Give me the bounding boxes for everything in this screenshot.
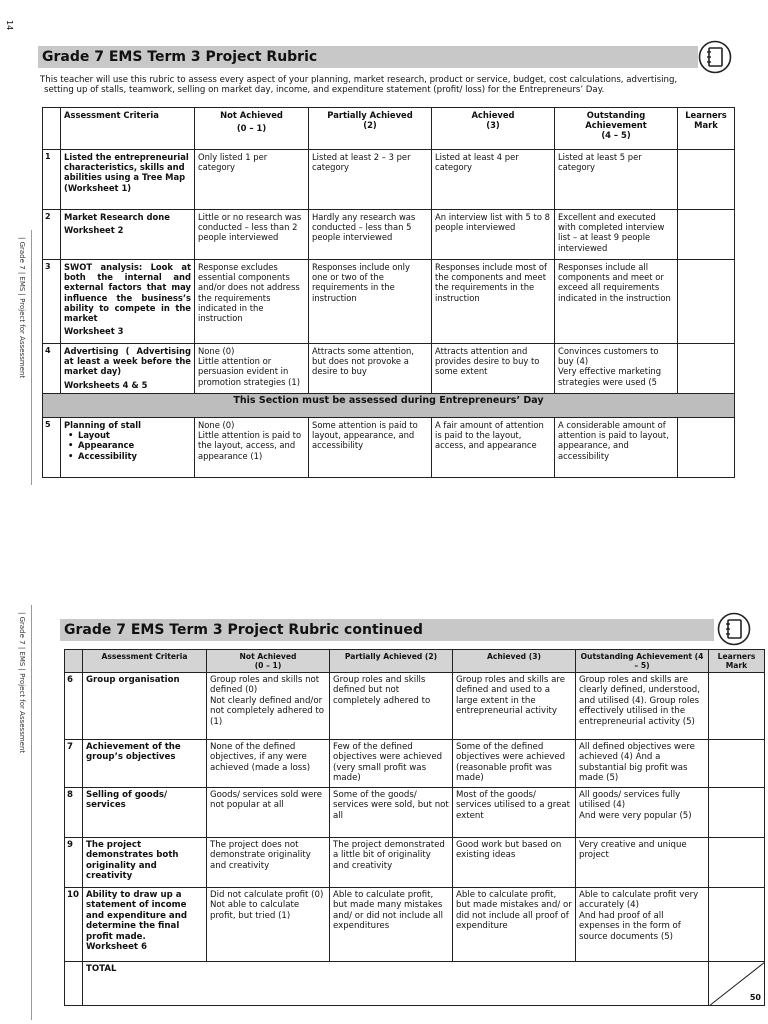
side-label-top: | Grade 7 | EMS | Project for Assessment — [18, 237, 26, 379]
rubric-title-bar-continued — [60, 619, 714, 641]
section-row — [43, 394, 735, 418]
row-criteria: Group organisation — [83, 673, 207, 740]
row-partially: Listed at least 2 – 3 per category — [309, 150, 432, 210]
row-number: 6 — [65, 673, 83, 740]
row-learners-mark[interactable] — [678, 260, 735, 344]
row-learners-mark[interactable] — [709, 788, 765, 838]
row-partially: Few of the defined objectives were achieved (very small profit was made) — [330, 740, 453, 788]
row-learners-mark[interactable] — [709, 740, 765, 788]
total-row — [65, 962, 765, 1006]
row-achieved: Most of the goods/ services utilised to a great extent — [453, 788, 576, 838]
row-outstanding: Group roles and skills are clearly defined, understood, and utilised (4). Group roles effectively utilised in the entrepreneurial activity (5) — [576, 673, 709, 740]
row-achieved: Some of the defined objectives were achieved (reasonable profit was made) — [453, 740, 576, 788]
row-number: 9 — [65, 838, 83, 888]
table-row — [43, 418, 735, 478]
row-criteria: Ability to draw up a statement of income and expenditure and determine the final profit made. Worksheet 6 — [83, 888, 207, 962]
rubric-intro — [40, 75, 740, 95]
header-num — [65, 650, 83, 673]
row-achieved: Good work but based on existing ideas — [453, 838, 576, 888]
row-number: 3 — [43, 260, 61, 344]
header-not-achieved: Not Achieved (0 – 1) — [195, 108, 309, 150]
row-outstanding: Convinces customers to buy (4) Very effective marketing strategies were used (5 — [555, 344, 678, 394]
table-row — [43, 344, 735, 394]
row-criteria: Advertising ( Advertising at least a week before the market day) Worksheets 4 & 5 — [61, 344, 195, 394]
header-outstanding: Outstanding Achievement (4 – 5) — [576, 650, 709, 673]
row-partially: Responses include only one or two of the requirements in the instruction — [309, 260, 432, 344]
row-not-achieved: Little or no research was conducted – less than 2 people interviewed — [195, 210, 309, 260]
row-partially: Attracts some attention, but does not provoke a desire to buy — [309, 344, 432, 394]
row-not-achieved: None of the defined objectives, if any were achieved (made a loss) — [207, 740, 330, 788]
row-number: 5 — [43, 418, 61, 478]
bullet-item: • Appearance — [78, 440, 191, 450]
table-row — [65, 673, 765, 740]
row-number: 2 — [43, 210, 61, 260]
row-criteria: Market Research done Worksheet 2 — [61, 210, 195, 260]
row-outstanding: Very creative and unique project — [576, 838, 709, 888]
total-label: TOTAL — [83, 962, 709, 1006]
table-row — [65, 788, 765, 838]
notebook-icon — [717, 612, 751, 646]
row-achieved: Listed at least 4 per category — [432, 150, 555, 210]
header-learners-mark: Learners Mark — [709, 650, 765, 673]
header-criteria: Assessment Criteria — [61, 108, 195, 150]
row-learners-mark[interactable] — [678, 150, 735, 210]
row-outstanding: Able to calculate profit very accurately (4) And had proof of all expenses in the form of source documents (5) — [576, 888, 709, 962]
row-partially: Group roles and skills defined but not completely adhered to — [330, 673, 453, 740]
row-learners-mark[interactable] — [678, 418, 735, 478]
criteria-bullets — [64, 430, 191, 461]
rubric-title-continued: Grade 7 EMS Term 3 Project Rubric continued — [64, 622, 423, 638]
total-num — [65, 962, 83, 1006]
table-row — [43, 260, 735, 344]
row-achieved: Responses include most of the components and meet the requirements in the instruction — [432, 260, 555, 344]
row-number: 7 — [65, 740, 83, 788]
row-number: 10 — [65, 888, 83, 962]
row-outstanding: Responses include all components and meet or exceed all requirements indicated in the instruction — [555, 260, 678, 344]
row-partially: Able to calculate profit, but made many mistakes and/ or did not include all expenditures — [330, 888, 453, 962]
bullet-item: • Layout — [78, 430, 191, 440]
row-partially: Some of the goods/ services were sold, but not all — [330, 788, 453, 838]
row-not-achieved: Group roles and skills not defined (0) Not clearly defined and/or not completely adhered to (1) — [207, 673, 330, 740]
table-row — [43, 150, 735, 210]
intro-line-2: setting up of stalls, teamwork, selling on market day, income, and expenditure statement (profit/ loss) for the Entrepreneurs’ Day. — [44, 85, 605, 95]
row-achieved: An interview list with 5 to 8 people interviewed — [432, 210, 555, 260]
row-outstanding: A considerable amount of attention is paid to layout, appearance, and accessibility — [555, 418, 678, 478]
header-outstanding: Outstanding Achievement (4 – 5) — [555, 108, 678, 150]
rubric-title: Grade 7 EMS Term 3 Project Rubric — [42, 49, 318, 65]
row-partially: The project demonstrated a little bit of originality and creativity — [330, 838, 453, 888]
rubric-table-2 — [64, 649, 765, 1006]
row-criteria: SWOT analysis: Look at both the internal and external factors that may influence the business’s ability to compete in the market Worksheet 3 — [61, 260, 195, 344]
header-learners-mark: Learners Mark — [678, 108, 735, 150]
rubric-table-1 — [42, 107, 735, 478]
row-learners-mark[interactable] — [678, 344, 735, 394]
table-row — [65, 888, 765, 962]
row-learners-mark[interactable] — [678, 210, 735, 260]
row-achieved: A fair amount of attention is paid to the layout, access, and appearance — [432, 418, 555, 478]
row-achieved: Able to calculate profit, but made mistakes and/ or did not include all proof of expenditure — [453, 888, 576, 962]
header-partially: Partially Achieved (2) — [309, 108, 432, 150]
page-number: 14 — [5, 20, 14, 31]
row-learners-mark[interactable] — [709, 888, 765, 962]
side-rule-top — [31, 230, 32, 485]
table-row — [43, 210, 735, 260]
total-mark-cell[interactable] — [709, 962, 765, 1006]
rubric-title-bar — [38, 46, 698, 68]
row-not-achieved: Goods/ services sold were not popular at all — [207, 788, 330, 838]
side-label-bottom: | Grade 7 | EMS | Project for Assessment — [18, 612, 26, 754]
row-achieved: Group roles and skills are defined and used to a large extent in the entrepreneurial activity — [453, 673, 576, 740]
header-row — [43, 108, 735, 150]
notebook-icon — [698, 40, 732, 74]
row-criteria: The project demonstrates both originality and creativity — [83, 838, 207, 888]
header-row — [65, 650, 765, 673]
header-not-achieved: Not Achieved (0 – 1) — [207, 650, 330, 673]
row-outstanding: All defined objectives were achieved (4) And a substantial big profit was made (5) — [576, 740, 709, 788]
row-outstanding: Excellent and executed with completed interview list – at least 9 people interviewed — [555, 210, 678, 260]
header-criteria: Assessment Criteria — [83, 650, 207, 673]
table-row — [65, 838, 765, 888]
row-number: 8 — [65, 788, 83, 838]
row-learners-mark[interactable] — [709, 838, 765, 888]
header-achieved: Achieved (3) — [453, 650, 576, 673]
header-achieved: Achieved (3) — [432, 108, 555, 150]
row-not-achieved: Only listed 1 per category — [195, 150, 309, 210]
table-row — [65, 740, 765, 788]
row-achieved: Attracts attention and provides desire to buy to some extent — [432, 344, 555, 394]
row-not-achieved: Did not calculate profit (0) Not able to calculate profit, but tried (1) — [207, 888, 330, 962]
row-criteria: Planning of stall • Layout • Appearance • Accessibility — [61, 418, 195, 478]
row-not-achieved: None (0) Little attention or persuasion evident in promotion strategies (1) — [195, 344, 309, 394]
row-partially: Hardly any research was conducted – less than 5 people interviewed — [309, 210, 432, 260]
row-criteria: Listed the entrepreneurial characteristics, skills and abilities using a Tree Map (Worksheet 1) — [61, 150, 195, 210]
header-num — [43, 108, 61, 150]
total-max: 50 — [749, 992, 761, 1002]
row-not-achieved: Response excludes essential components and/or does not address the requirements indicated in the instruction — [195, 260, 309, 344]
row-outstanding: All goods/ services fully utilised (4) And were very popular (5) — [576, 788, 709, 838]
row-number: 1 — [43, 150, 61, 210]
header-partially: Partially Achieved (2) — [330, 650, 453, 673]
section-banner: This Section must be assessed during Entrepreneurs’ Day — [43, 394, 735, 418]
row-not-achieved: None (0) Little attention is paid to the layout, access, and appearance (1) — [195, 418, 309, 478]
bullet-item: • Accessibility — [78, 451, 191, 461]
row-not-achieved: The project does not demonstrate originality and creativity — [207, 838, 330, 888]
row-partially: Some attention is paid to layout, appearance, and accessibility — [309, 418, 432, 478]
row-criteria: Selling of goods/ services — [83, 788, 207, 838]
side-rule-bottom — [31, 605, 32, 1020]
row-learners-mark[interactable] — [709, 673, 765, 740]
row-criteria: Achievement of the group’s objectives — [83, 740, 207, 788]
intro-line-1: This teacher will use this rubric to assess every aspect of your planning, market research, product or service, budget, cost calculations, advertising, — [40, 75, 678, 85]
row-number: 4 — [43, 344, 61, 394]
row-outstanding: Listed at least 5 per category — [555, 150, 678, 210]
